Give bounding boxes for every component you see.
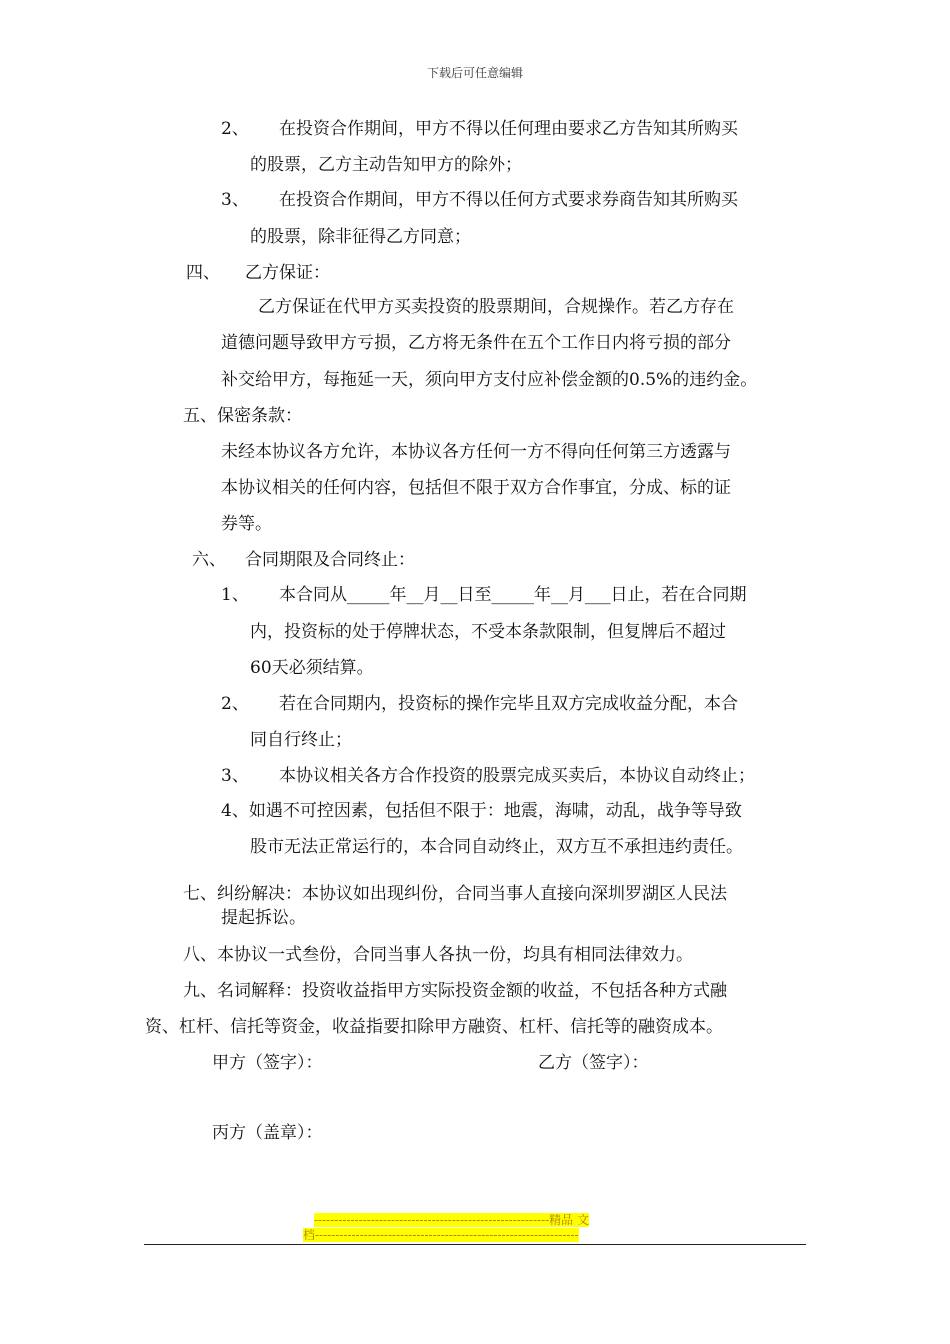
paragraph-line: 在投资合作期间，甲方不得以任何方式要求券商告知其所购买	[279, 190, 738, 210]
section-number: 四、	[186, 263, 220, 283]
paragraph-line: 提起拆讼。	[221, 908, 306, 928]
paragraph-line: 资、杠杆、信托等资金，收益指要扣除甲方融资、杠杆、信托等的融资成本。	[145, 1017, 723, 1037]
item-number: 2、	[221, 694, 249, 714]
paragraph-line: 股市无法正常运行的，本合同自动终止，双方互不承担违约责任。	[250, 837, 743, 857]
paragraph-line: 乙方保证在代甲方买卖投资的股票期间，合规操作。若乙方存在	[258, 297, 734, 317]
item-number: 3、	[221, 766, 249, 786]
paragraph-line: 的股票，乙方主动告知甲方的除外；	[250, 155, 522, 175]
paragraph-line: 道德问题导致甲方亏损，乙方将无条件在五个工作日内将亏损的部分	[221, 333, 731, 353]
paragraph-line: 60天必须结算。	[250, 658, 374, 678]
paragraph-line: 未经本协议各方允许，本协议各方任何一方不得向任何第三方透露与	[221, 442, 731, 462]
paragraph-line: 的股票，除非征得乙方同意；	[250, 227, 471, 247]
footer-watermark-line-2: 档-----------------------------------------------------------------	[303, 1228, 579, 1242]
item-number: 1、	[221, 585, 249, 605]
paragraph-line: 补交给甲方，每拖延一天，须向甲方支付应补偿金额的0.5%的违约金。	[221, 370, 758, 390]
page-header: 下载后可任意编辑	[426, 66, 523, 80]
paragraph-line: 券等。	[221, 514, 272, 534]
section-heading: 五、保密条款：	[183, 406, 302, 426]
paragraph-line: 本协议相关的任何内容，包括但不限于双方合作事宜，分成、标的证	[221, 478, 731, 498]
signature-party-a: 甲方（签字）：	[212, 1053, 323, 1073]
paragraph-line: 九、名词解释：投资收益指甲方实际投资金额的收益，不包括各种方式融	[183, 981, 727, 1001]
signature-party-b: 乙方（签字）：	[538, 1053, 649, 1073]
paragraph-line: 内，投资标的处于停牌状态，不受本条款限制，但复牌后不超过	[250, 622, 726, 642]
paragraph-line: 若在合同期内，投资标的操作完毕且双方完成收益分配，本合	[279, 694, 738, 714]
item-number: 3、	[221, 190, 249, 210]
seal-party-c: 丙方（盖章）：	[212, 1123, 323, 1143]
section-heading: 合同期限及合同终止：	[245, 550, 415, 570]
paragraph-line: 八、本协议一式叁份，合同当事人各执一份，均具有相同法律效力。	[183, 945, 693, 965]
paragraph-line: 本协议相关各方合作投资的股票完成买卖后，本协议自动终止；	[279, 766, 755, 786]
footer-divider	[144, 1244, 806, 1245]
section-number: 六、	[192, 550, 226, 570]
section-heading: 乙方保证：	[245, 263, 330, 283]
paragraph-line: 七、纠纷解决：本协议如出现纠份，合同当事人直接向深圳罗湖区人民法	[183, 884, 727, 904]
item-number: 2、	[221, 119, 249, 139]
paragraph-line: 在投资合作期间，甲方不得以任何理由要求乙方告知其所购买	[279, 119, 738, 139]
paragraph-line: 4、如遇不可控因素，包括但不限于：地震，海啸，动乱，战争等导致	[221, 801, 742, 821]
paragraph-line: 同自行终止；	[250, 730, 352, 750]
footer-watermark-line-1: ----------------------------------------------------------精品 文	[314, 1213, 589, 1227]
paragraph-line: 本合同从_____年__月__日至_____年__月___日止，若在合同期	[279, 585, 747, 605]
